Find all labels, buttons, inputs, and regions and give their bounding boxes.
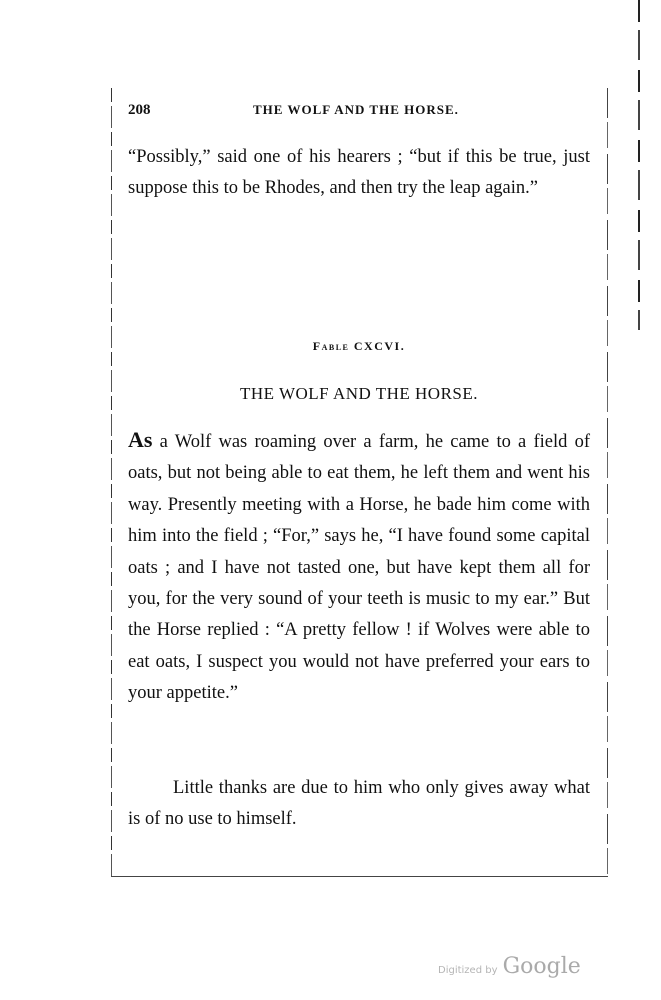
digitized-watermark: [438, 954, 581, 979]
page-bottom-border: [111, 876, 608, 877]
fable-body-paragraph: [128, 424, 590, 710]
google-logo: Google: [502, 954, 581, 979]
page-left-border: [111, 88, 112, 878]
continued-paragraph: [128, 142, 590, 205]
fable-moral: Little thanks are due to him who only gives away what is of no use to himself.: [128, 778, 590, 830]
watermark-prefix: Digitized by: [438, 965, 498, 976]
fable-title: THE WOLF AND THE HORSE.: [239, 384, 478, 403]
fable-number: Fable CXCVI.: [312, 339, 406, 353]
page-right-border: [607, 88, 608, 878]
page-number: 208: [128, 102, 151, 118]
running-title: THE WOLF AND THE HORSE.: [253, 102, 459, 117]
running-header: [128, 102, 590, 122]
moral-paragraph: [128, 773, 590, 836]
scan-edge-line: [638, 0, 640, 330]
continued-text: “Possibly,” said one of his hearers ; “but if this be true, just suppose this to be Rhodes, and then try the leap again.”: [128, 147, 590, 199]
drop-cap: As: [128, 427, 153, 452]
fable-body-text: a Wolf was roaming over a farm, he came to a field of oats, but not being able to eat them, he left them and went his way. Presently meeting with a Horse, he bade him come with him into the field ; “For,” says he, “I have found some capital oats ; and I have not tasted one, but have kept them all for you, for the very sound of your teeth is music to my ear.” But the Horse replied : “A pretty fellow ! if Wolves were able to eat oats, I suspect you would not have preferred your ears to your appetite.”: [128, 432, 590, 704]
